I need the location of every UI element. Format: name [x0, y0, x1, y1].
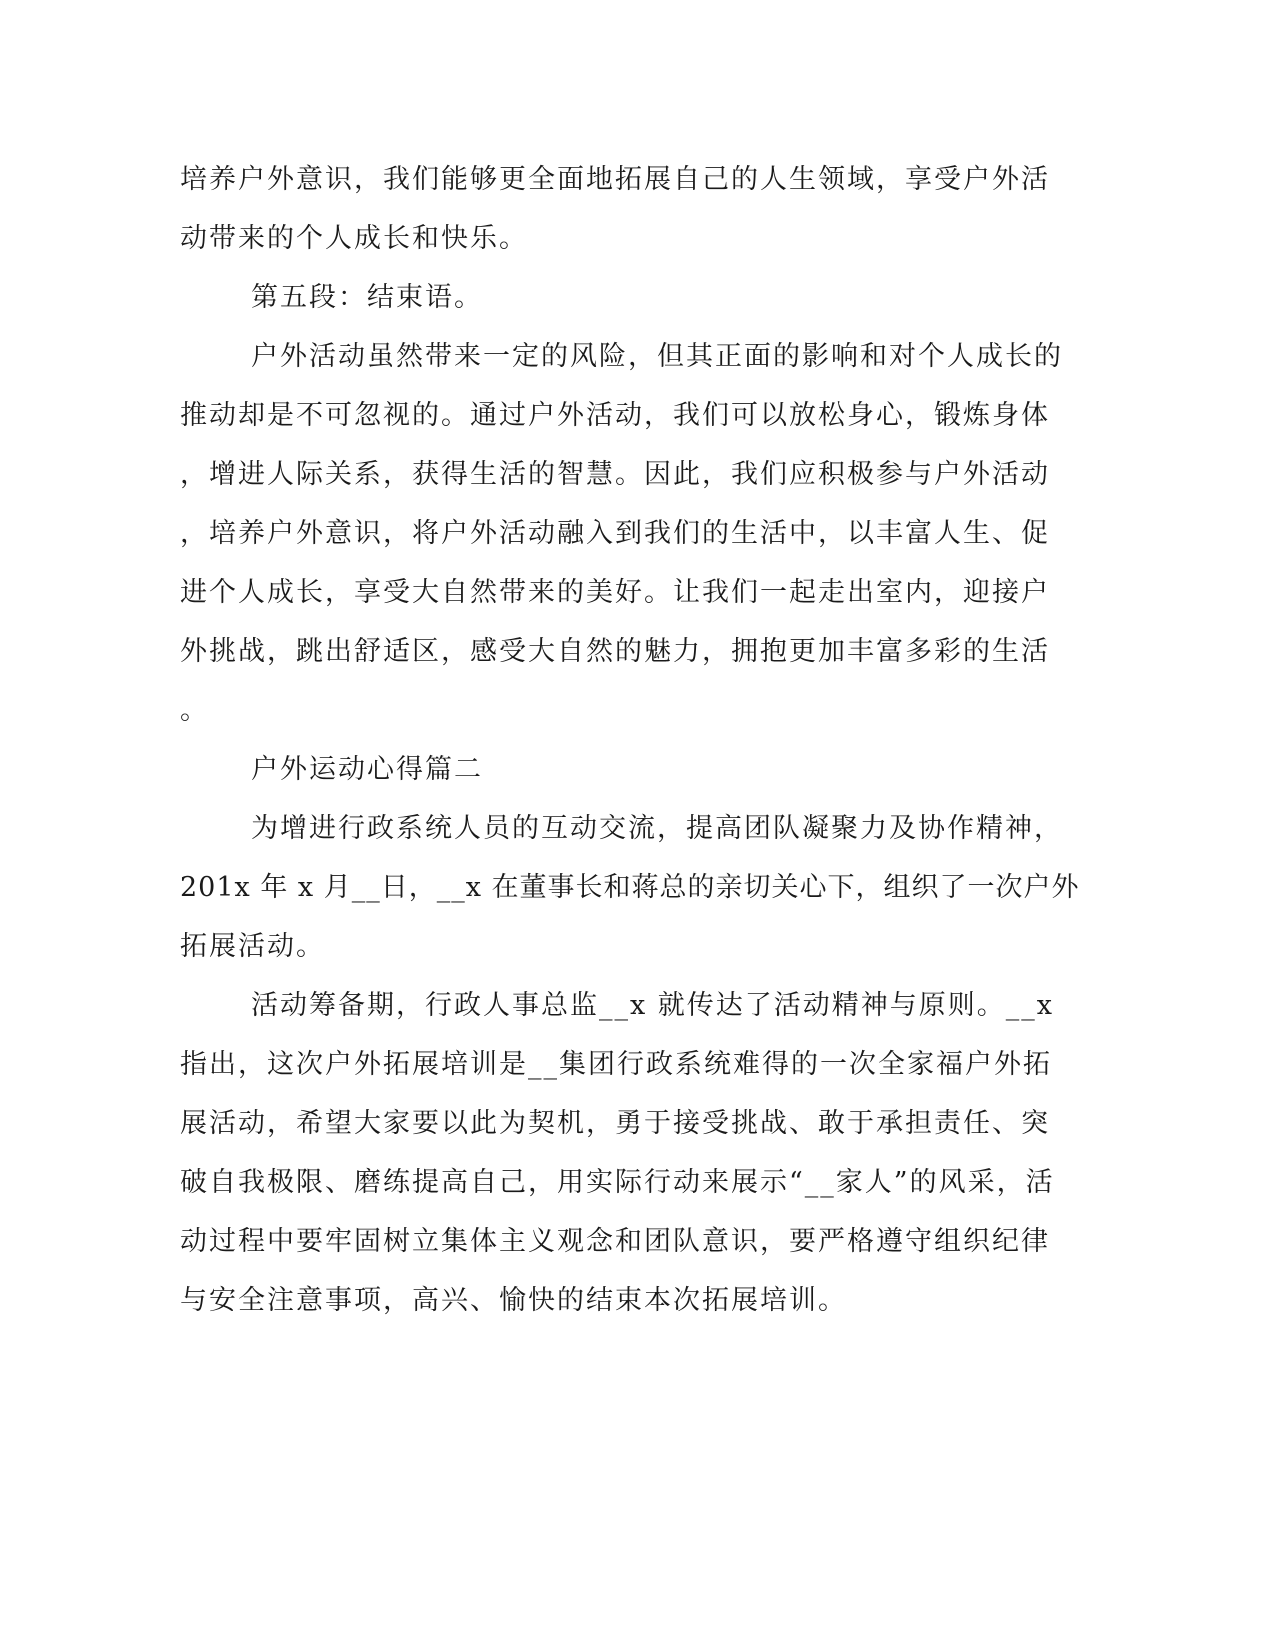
text-line: 推动却是不可忽视的。通过户外活动，我们可以放松身心，锻炼身体	[180, 400, 1050, 431]
text-line: 外挑战，跳出舒适区，感受大自然的魅力，拥抱更加丰富多彩的生活	[180, 636, 1050, 667]
text-line: 动过程中要牢固树立集体主义观念和团队意识，要严格遵守组织纪律	[180, 1226, 1050, 1257]
text-line: 展活动，希望大家要以此为契机，勇于接受挑战、敢于承担责任、突	[180, 1108, 1050, 1139]
text-line: 动带来的个人成长和快乐。	[180, 223, 528, 254]
article-title: 户外运动心得篇二	[251, 754, 483, 785]
text-line: 破自我极限、磨练提高自己，用实际行动来展示“__家人”的风采，活	[180, 1167, 1055, 1198]
text-line: 指出，这次户外拓展培训是__集团行政系统难得的一次全家福户外拓	[180, 1049, 1052, 1080]
text-line: 。	[180, 695, 209, 726]
text-line: ，培养户外意识，将户外活动融入到我们的生活中，以丰富人生、促	[180, 518, 1050, 549]
text-line: 201x 年 x 月__日，__x 在董事长和蒋总的亲切关心下，组织了一次户外	[180, 872, 1080, 903]
text-line: 与安全注意事项，高兴、愉快的结束本次拓展培训。	[180, 1285, 847, 1316]
text-line: 培养户外意识，我们能够更全面地拓展自己的人生领域，享受户外活	[180, 164, 1050, 195]
text-line: 进个人成长，享受大自然带来的美好。让我们一起走出室内，迎接户	[180, 577, 1050, 608]
text-line: 拓展活动。	[180, 931, 325, 962]
text-line: 活动筹备期，行政人事总监__x 就传达了活动精神与原则。__x	[251, 990, 1055, 1021]
text-line: 为增进行政系统人员的互动交流，提高团队凝聚力及协作精神，	[251, 813, 1063, 844]
section-heading: 第五段：结束语。	[251, 282, 483, 313]
text-line: 户外活动虽然带来一定的风险，但其正面的影响和对个人成长的	[251, 341, 1063, 372]
text-line: ，增进人际关系，获得生活的智慧。因此，我们应积极参与户外活动	[180, 459, 1050, 490]
